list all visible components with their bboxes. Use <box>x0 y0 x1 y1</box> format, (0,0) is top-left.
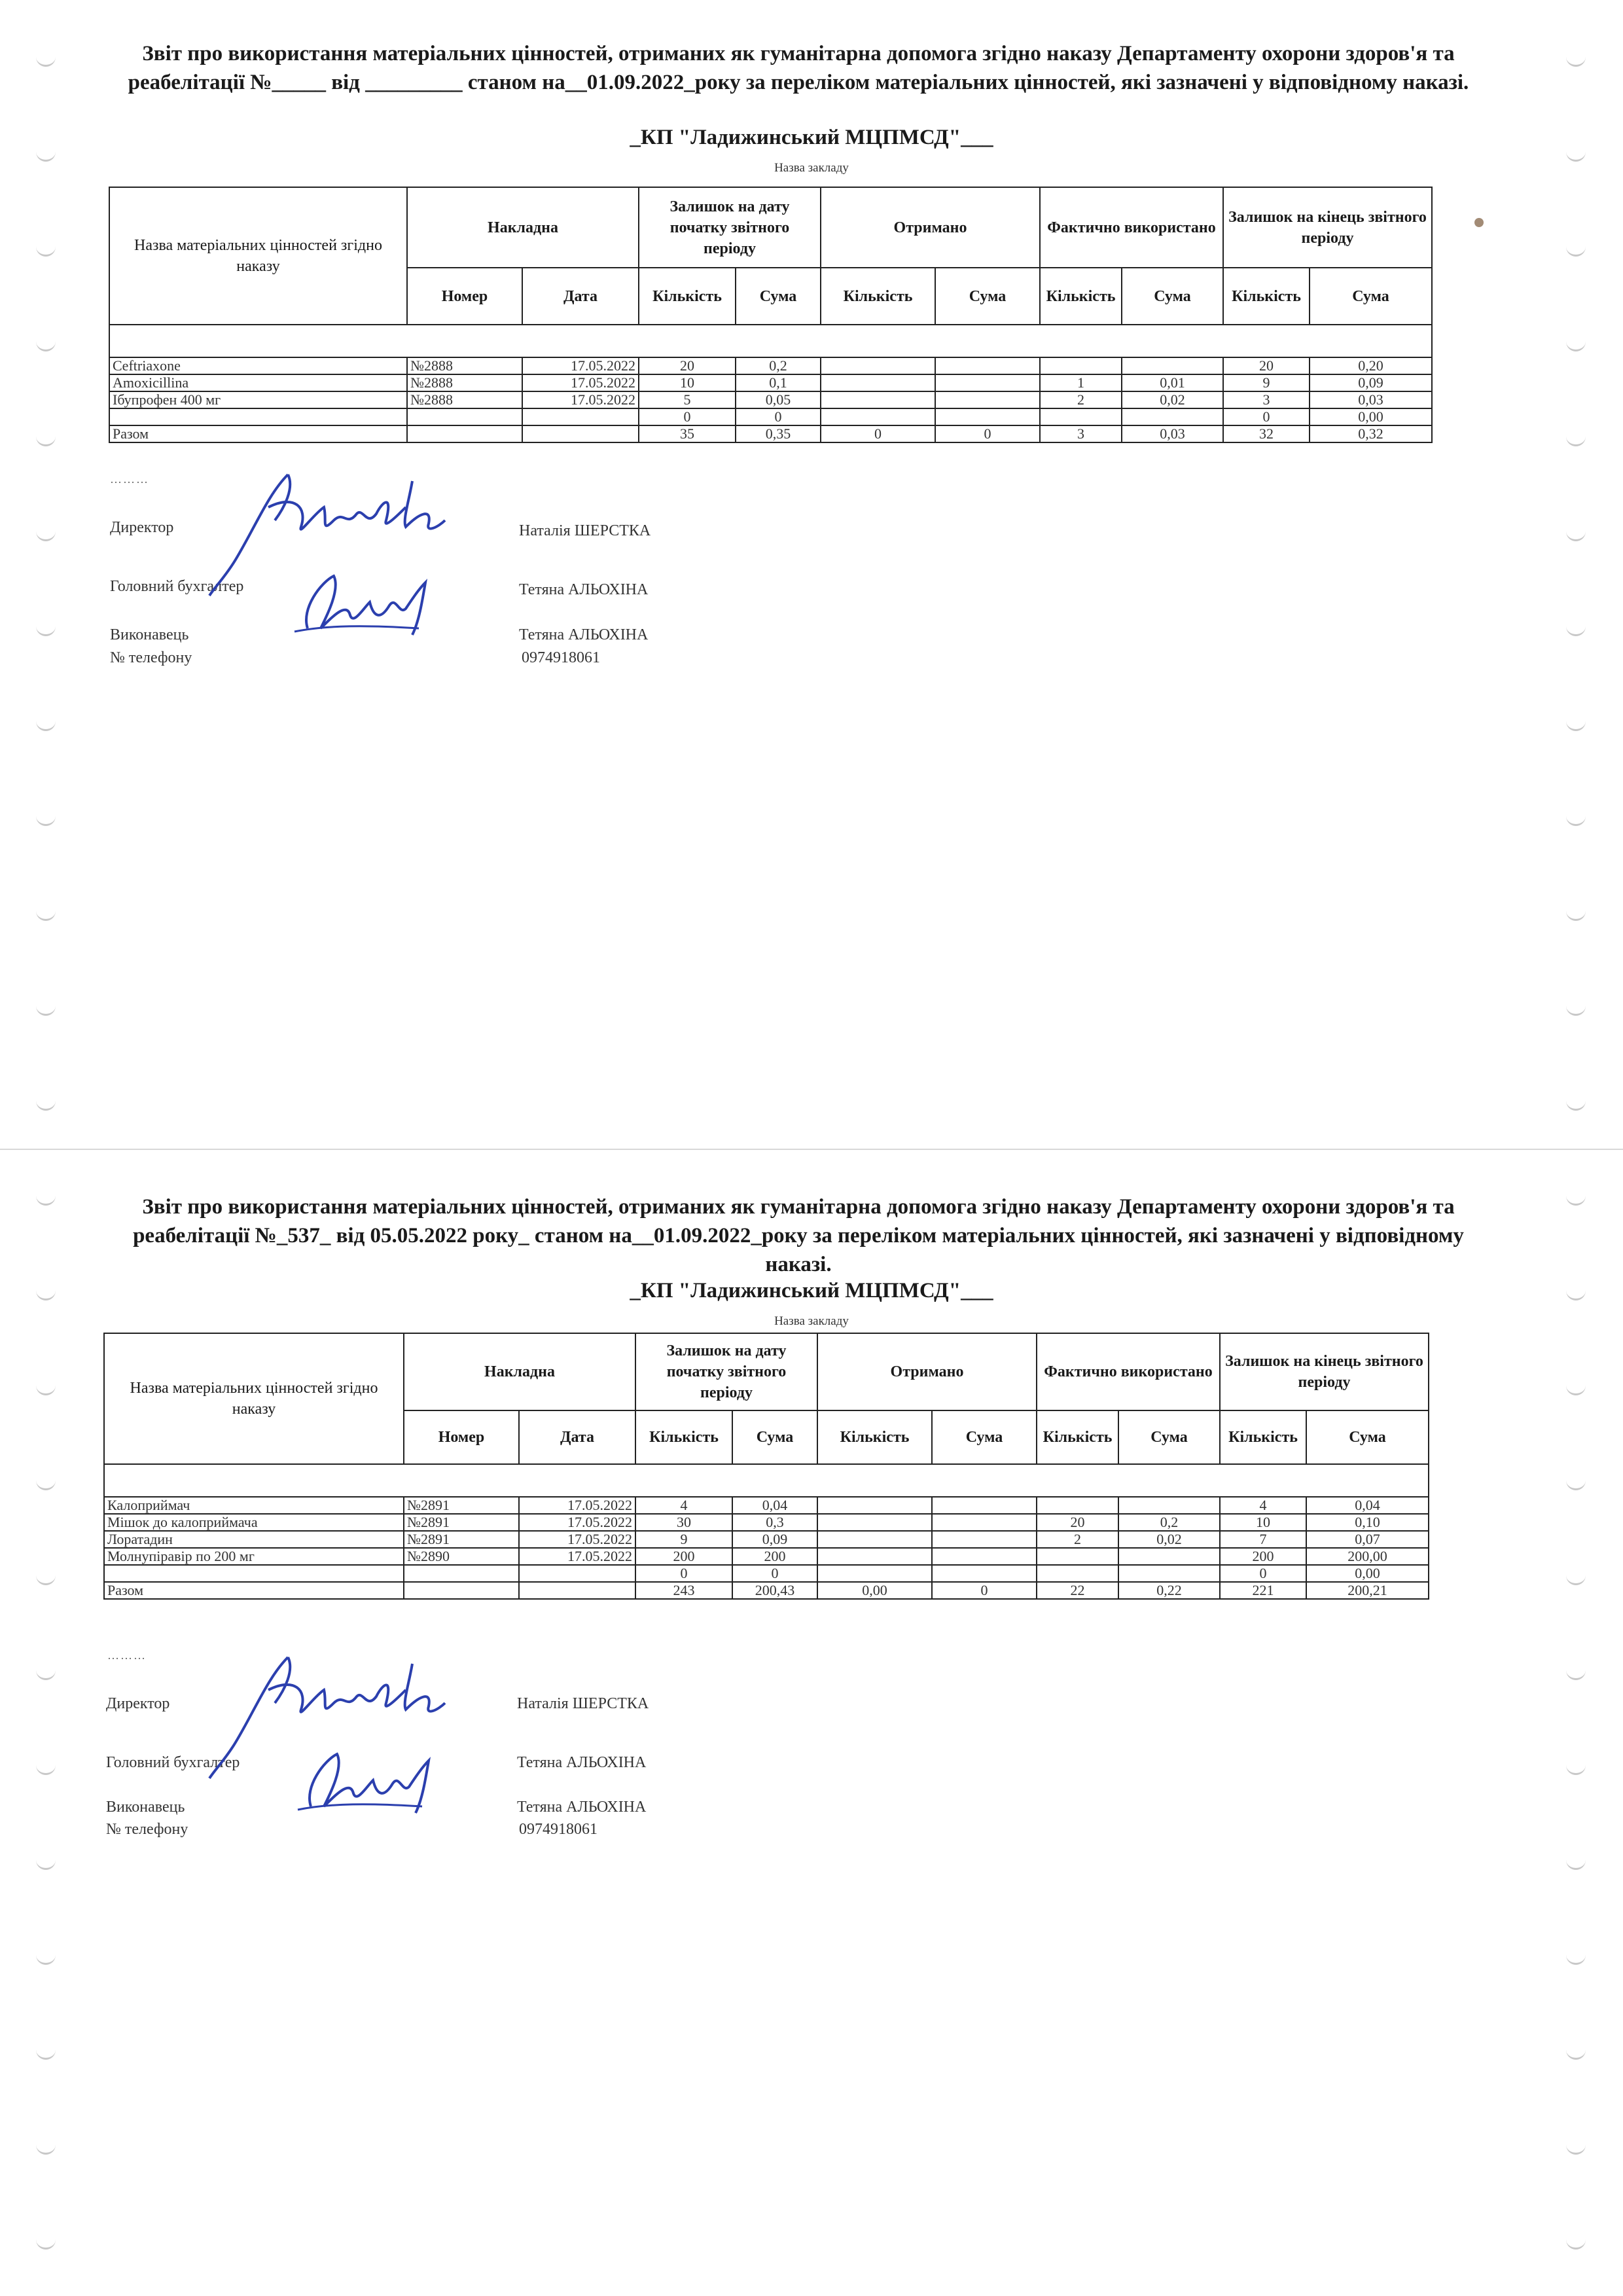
total-recv-sum: 0 <box>932 1582 1037 1599</box>
executor-name: Тетяна АЛЬОХІНА <box>519 626 649 643</box>
row-invoice-date: 17.05.2022 <box>522 374 639 391</box>
binder-hole <box>36 435 56 446</box>
row-recv-sum <box>932 1514 1037 1531</box>
table-row <box>104 1514 1429 1531</box>
header-name: Назва матеріальних цінностей згідно наказу <box>104 1333 404 1464</box>
row-invoice-date: 17.05.2022 <box>519 1497 635 1514</box>
phone-label: № телефону <box>106 1821 188 1838</box>
header-qty: Кількість <box>817 1410 932 1464</box>
binder-hole <box>1566 1479 1586 1490</box>
row-end-sum: 0,03 <box>1310 391 1432 408</box>
dots: ……… <box>107 1649 147 1662</box>
binder-hole <box>1566 910 1586 921</box>
row-start-sum: 0 <box>732 1565 817 1582</box>
header-end-balance: Залишок на кінець звітного періоду <box>1220 1333 1429 1410</box>
header-sum: Сума <box>932 1410 1037 1464</box>
total-recv-qty: 0,00 <box>817 1582 932 1599</box>
binder-hole <box>1566 1384 1586 1395</box>
row-used-sum: 0,02 <box>1118 1531 1220 1548</box>
organization-caption: Назва закладу <box>774 1314 849 1328</box>
row-start-sum: 0,3 <box>732 1514 817 1531</box>
row-recv-qty <box>817 1565 932 1582</box>
row-recv-qty <box>821 391 935 408</box>
binder-hole <box>1566 435 1586 446</box>
row-start-sum: 200 <box>732 1548 817 1565</box>
binder-hole <box>36 56 56 67</box>
row-start-qty: 0 <box>635 1565 732 1582</box>
organization-name: _КП "Ладижинський МЦПМСД"___ <box>630 1279 993 1302</box>
row-recv-sum <box>932 1548 1037 1565</box>
header-invoice: Накладна <box>404 1333 635 1410</box>
row-recv-qty <box>821 357 935 374</box>
director-label: Директор <box>110 519 174 536</box>
binder-hole <box>1566 340 1586 351</box>
header-number: Номер <box>404 1410 519 1464</box>
row-recv-qty <box>821 374 935 391</box>
row-start-sum: 0,04 <box>732 1497 817 1514</box>
row-start-qty: 9 <box>635 1531 732 1548</box>
phone-value: 0974918061 <box>519 1821 597 1838</box>
row-start-qty: 10 <box>639 374 736 391</box>
binder-hole <box>1566 2238 1586 2250</box>
table-row <box>104 1548 1429 1565</box>
binder-hole <box>36 1574 56 1585</box>
header-sum: Сума <box>732 1410 817 1464</box>
header-qty: Кількість <box>1223 268 1310 325</box>
row-recv-qty <box>817 1497 932 1514</box>
binder-hole <box>36 1669 56 1680</box>
header-qty: Кількість <box>1040 268 1122 325</box>
binder-hole <box>1566 1100 1586 1111</box>
director-label: Директор <box>106 1695 170 1712</box>
binder-hole <box>36 1479 56 1490</box>
row-start-qty: 20 <box>639 357 736 374</box>
header-end-balance: Залишок на кінець звітного періоду <box>1223 187 1432 268</box>
accountant-signature <box>288 563 445 641</box>
table-row <box>104 1497 1429 1514</box>
row-recv-sum <box>932 1497 1037 1514</box>
binder-hole <box>36 910 56 921</box>
row-recv-sum <box>932 1565 1037 1582</box>
row-start-qty: 0 <box>639 408 736 425</box>
executor-label: Виконавець <box>110 626 189 643</box>
row-start-qty: 30 <box>635 1514 732 1531</box>
row-end-qty: 9 <box>1223 374 1310 391</box>
total-used-sum: 0,22 <box>1118 1582 1220 1599</box>
binder-hole <box>1566 1005 1586 1016</box>
accountant-name: Тетяна АЛЬОХІНА <box>517 1754 647 1771</box>
phone-value: 0974918061 <box>522 649 600 666</box>
total-end-qty: 221 <box>1220 1582 1306 1599</box>
header-date: Дата <box>519 1410 635 1464</box>
phone-label: № телефону <box>110 649 192 666</box>
table-row <box>109 374 1432 391</box>
row-end-qty: 7 <box>1220 1531 1306 1548</box>
binder-hole <box>1566 1574 1586 1585</box>
row-start-sum: 0,05 <box>736 391 821 408</box>
row-recv-qty <box>817 1548 932 1565</box>
row-invoice-number: №2891 <box>404 1531 519 1548</box>
row-end-qty: 10 <box>1220 1514 1306 1531</box>
table-row <box>109 408 1432 425</box>
dots: ……… <box>110 473 149 486</box>
total-label: Разом <box>109 425 407 442</box>
row-end-sum: 0,00 <box>1306 1565 1429 1582</box>
director-name: Наталія ШЕРСТКА <box>519 522 651 539</box>
total-start-sum: 0,35 <box>736 425 821 442</box>
row-name: Калоприймач <box>104 1497 404 1514</box>
row-end-qty: 0 <box>1220 1565 1306 1582</box>
binder-hole <box>1566 2049 1586 2060</box>
total-start-qty: 243 <box>635 1582 732 1599</box>
binder-hole <box>36 2049 56 2060</box>
table-row <box>104 1531 1429 1548</box>
blank-row <box>109 325 1432 357</box>
header-sum: Сума <box>935 268 1040 325</box>
header-qty: Кількість <box>635 1410 732 1464</box>
header-date: Дата <box>522 268 639 325</box>
binder-hole <box>36 1954 56 1965</box>
binder-hole <box>36 340 56 351</box>
row-recv-sum <box>935 374 1040 391</box>
row-used-sum <box>1122 408 1223 425</box>
row-end-sum: 0,04 <box>1306 1497 1429 1514</box>
blank-row <box>104 1464 1429 1497</box>
director-name: Наталія ШЕРСТКА <box>517 1695 649 1712</box>
binder-hole <box>36 1100 56 1111</box>
report-title: Звіт про використання матеріальних цінностей, отриманих як гуманітарна допомога згідно наказу Департаменту охорони здоров'я та реабелітації №_____ від _________ станом на__01.09.2022_року за переліком матеріальних цінностей, які зазначені у відповідному наказі. <box>128 42 1469 94</box>
binder-hole <box>36 151 56 162</box>
binder-hole <box>36 2144 56 2155</box>
table-row <box>109 391 1432 408</box>
row-invoice-number: №2890 <box>404 1548 519 1565</box>
executor-name: Тетяна АЛЬОХІНА <box>517 1799 647 1816</box>
accountant-label: Головний бухгалтер <box>106 1754 240 1771</box>
row-name: Ібупрофен 400 мг <box>109 391 407 408</box>
header-sum: Сума <box>1306 1410 1429 1464</box>
sheet-edge <box>0 1149 1623 1150</box>
row-start-sum: 0,09 <box>732 1531 817 1548</box>
row-invoice-number: №2888 <box>407 391 522 408</box>
row-start-qty: 5 <box>639 391 736 408</box>
header-qty: Кількість <box>639 268 736 325</box>
row-used-qty: 2 <box>1040 391 1122 408</box>
row-used-sum: 0,01 <box>1122 374 1223 391</box>
row-used-sum <box>1122 357 1223 374</box>
header-number: Номер <box>407 268 522 325</box>
row-recv-sum <box>935 357 1040 374</box>
executor-label: Виконавець <box>106 1799 185 1816</box>
ink-speck <box>1474 218 1484 227</box>
report-title: Звіт про використання матеріальних цінностей, отриманих як гуманітарна допомога згідно наказу Департаменту охорони здоров'я та реабелітації №_537_ від 05.05.2022 року_ станом на__01.09.2022_року за переліком матеріальних цінностей, які зазначені у відповідному наказі. <box>133 1195 1464 1276</box>
row-used-qty <box>1037 1497 1118 1514</box>
header-start-balance: Залишок на дату початку звітного періоду <box>635 1333 817 1410</box>
row-recv-sum <box>935 391 1040 408</box>
binder-hole <box>36 1859 56 1870</box>
row-used-sum <box>1118 1565 1220 1582</box>
row-invoice-number: №2888 <box>407 374 522 391</box>
row-name: Лоратадин <box>104 1531 404 1548</box>
row-invoice-date: 17.05.2022 <box>519 1548 635 1565</box>
row-end-qty: 0 <box>1223 408 1310 425</box>
binder-hole <box>1566 1669 1586 1680</box>
binder-hole <box>36 1764 56 1775</box>
header-received: Отримано <box>817 1333 1037 1410</box>
binder-hole <box>36 720 56 731</box>
row-end-sum: 0,07 <box>1306 1531 1429 1548</box>
row-invoice-date: 17.05.2022 <box>522 357 639 374</box>
row-invoice-date: 17.05.2022 <box>519 1531 635 1548</box>
header-qty: Кількість <box>1037 1410 1118 1464</box>
row-start-sum: 0,2 <box>736 357 821 374</box>
row-used-sum: 0,2 <box>1118 1514 1220 1531</box>
binder-hole <box>1566 245 1586 257</box>
row-recv-qty <box>821 408 935 425</box>
total-start-qty: 35 <box>639 425 736 442</box>
binder-hole <box>36 625 56 636</box>
row-used-sum: 0,02 <box>1122 391 1223 408</box>
row-recv-sum <box>935 408 1040 425</box>
header-name: Назва матеріальних цінностей згідно наказу <box>109 187 407 325</box>
row-used-qty: 20 <box>1037 1514 1118 1531</box>
row-used-qty <box>1037 1565 1118 1582</box>
header-received: Отримано <box>821 187 1040 268</box>
total-row <box>109 425 1432 442</box>
binder-hole <box>1566 2144 1586 2155</box>
row-name: Мішок до калоприймача <box>104 1514 404 1531</box>
report-table <box>109 187 1433 443</box>
row-end-sum: 0,09 <box>1310 374 1432 391</box>
row-start-qty: 4 <box>635 1497 732 1514</box>
row-invoice-number <box>404 1565 519 1582</box>
binder-hole <box>36 1384 56 1395</box>
organization-caption: Назва закладу <box>774 161 849 175</box>
row-invoice-date <box>522 408 639 425</box>
header-qty: Кількість <box>821 268 935 325</box>
accountant-signature <box>291 1741 448 1820</box>
row-name: Amoxicillina <box>109 374 407 391</box>
header-used: Фактично використано <box>1040 187 1223 268</box>
row-end-sum: 0,00 <box>1310 408 1432 425</box>
row-invoice-date: 17.05.2022 <box>522 391 639 408</box>
row-invoice-date <box>519 1565 635 1582</box>
table-row <box>104 1565 1429 1582</box>
row-used-qty <box>1040 357 1122 374</box>
total-recv-sum: 0 <box>935 425 1040 442</box>
binder-hole <box>1566 1954 1586 1965</box>
binder-hole <box>36 530 56 541</box>
row-invoice-date: 17.05.2022 <box>519 1514 635 1531</box>
row-used-qty <box>1040 408 1122 425</box>
row-end-qty: 3 <box>1223 391 1310 408</box>
total-used-sum: 0,03 <box>1122 425 1223 442</box>
total-start-sum: 200,43 <box>732 1582 817 1599</box>
total-used-qty: 22 <box>1037 1582 1118 1599</box>
header-sum: Сума <box>1118 1410 1220 1464</box>
total-recv-qty: 0 <box>821 425 935 442</box>
total-label: Разом <box>104 1582 404 1599</box>
row-used-sum <box>1118 1548 1220 1565</box>
row-recv-sum <box>932 1531 1037 1548</box>
row-used-qty: 2 <box>1037 1531 1118 1548</box>
organization-name: _КП "Ладижинський МЦПМСД"___ <box>630 126 993 149</box>
binder-hole <box>1566 530 1586 541</box>
binder-hole <box>1566 151 1586 162</box>
report-table <box>103 1333 1429 1600</box>
row-name: Молнупіравір по 200 мг <box>104 1548 404 1565</box>
row-start-sum: 0,1 <box>736 374 821 391</box>
header-start-balance: Залишок на дату початку звітного періоду <box>639 187 821 268</box>
header-qty: Кількість <box>1220 1410 1306 1464</box>
accountant-label: Головний бухгалтер <box>110 578 244 595</box>
row-used-qty <box>1037 1548 1118 1565</box>
row-invoice-number: №2888 <box>407 357 522 374</box>
header-used: Фактично використано <box>1037 1333 1220 1410</box>
row-invoice-number: №2891 <box>404 1497 519 1514</box>
header-sum: Сума <box>1310 268 1432 325</box>
binder-hole <box>36 1005 56 1016</box>
total-used-qty: 3 <box>1040 425 1122 442</box>
binder-hole <box>36 2238 56 2250</box>
header-sum: Сума <box>1122 268 1223 325</box>
row-end-sum: 0,10 <box>1306 1514 1429 1531</box>
binder-hole <box>36 245 56 257</box>
binder-hole <box>1566 1859 1586 1870</box>
row-used-sum <box>1118 1497 1220 1514</box>
row-start-sum: 0 <box>736 408 821 425</box>
total-row <box>104 1582 1429 1599</box>
row-name <box>104 1565 404 1582</box>
row-end-sum: 0,20 <box>1310 357 1432 374</box>
header-invoice: Накладна <box>407 187 639 268</box>
binder-hole <box>36 1194 56 1206</box>
table-row <box>109 357 1432 374</box>
binder-hole <box>1566 625 1586 636</box>
row-recv-qty <box>817 1514 932 1531</box>
header-sum: Сума <box>736 268 821 325</box>
accountant-name: Тетяна АЛЬОХІНА <box>519 581 649 598</box>
row-invoice-number <box>407 408 522 425</box>
binder-hole <box>1566 1194 1586 1206</box>
binder-hole <box>1566 815 1586 826</box>
row-start-qty: 200 <box>635 1548 732 1565</box>
row-recv-qty <box>817 1531 932 1548</box>
row-used-qty: 1 <box>1040 374 1122 391</box>
binder-hole <box>1566 720 1586 731</box>
row-name: Ceftriaxone <box>109 357 407 374</box>
row-name <box>109 408 407 425</box>
total-end-sum: 0,32 <box>1310 425 1432 442</box>
row-end-qty: 4 <box>1220 1497 1306 1514</box>
row-end-sum: 200,00 <box>1306 1548 1429 1565</box>
binder-hole <box>1566 56 1586 67</box>
total-end-qty: 32 <box>1223 425 1310 442</box>
total-end-sum: 200,21 <box>1306 1582 1429 1599</box>
row-invoice-number: №2891 <box>404 1514 519 1531</box>
binder-hole <box>36 815 56 826</box>
row-end-qty: 20 <box>1223 357 1310 374</box>
binder-hole <box>1566 1764 1586 1775</box>
row-end-qty: 200 <box>1220 1548 1306 1565</box>
